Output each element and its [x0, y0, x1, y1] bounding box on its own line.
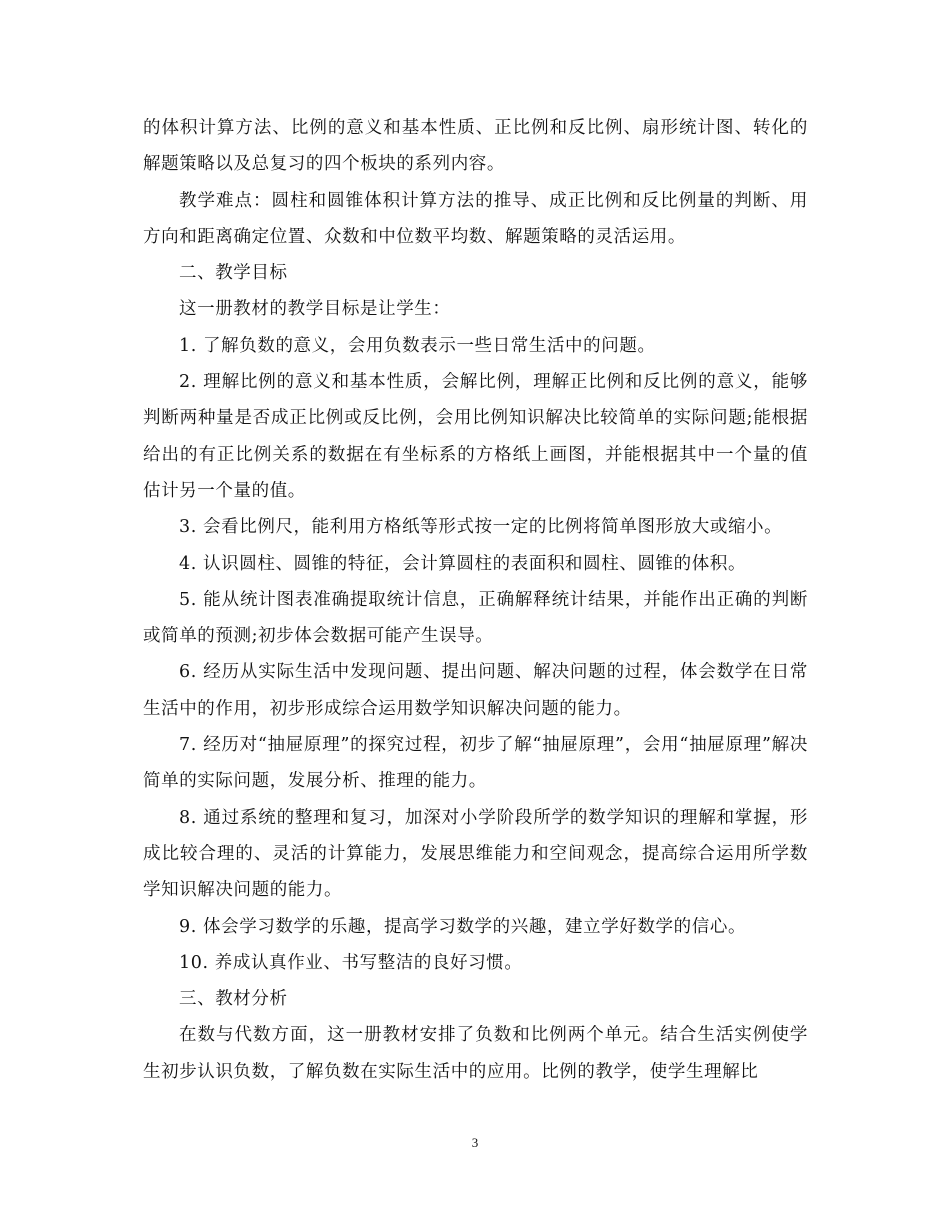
list-item-goal-4: 4. 认识圆柱、圆锥的特征，会计算圆柱的表面积和圆柱、圆锥的体积。	[179, 553, 747, 574]
page-number: 3	[471, 1135, 479, 1150]
list-item-goal-5: 5. 能从统计图表准确提取统计信息，正确解释统计结果，并能作出正确的判断或简单的预测;初步体会数据可能产生误导。	[143, 589, 808, 647]
paragraph-number-algebra: 在数与代数方面，这一册教材安排了负数和比例两个单元。结合生活实例使学生初步认识负数，了解负数在实际生活中的应用。比例的教学，使学生理解比	[143, 1025, 808, 1082]
list-item-goal-6: 6. 经历从实际生活中发现问题、提出问题、解决问题的过程，体会数学在日常生活中的作用，初步形成综合运用数学知识解决问题的能力。	[143, 662, 808, 719]
document-body	[143, 110, 808, 1090]
list-item-goal-8: 8. 通过系统的整理和复习，加深对小学阶段所学的数学知识的理解和掌握，形成比较合理的、灵活的计算能力，发展思维能力和空间观念，提高综合运用所学数学知识解决问题的能力。	[143, 807, 808, 901]
list-item-goal-10: 10. 养成认真作业、书写整洁的良好习惯。	[179, 952, 523, 973]
list-item-goal-2: 2. 理解比例的意义和基本性质，会解比例，理解正比例和反比例的意义，能够判断两种量是否成正比例或反比例，会用比例知识解决比较简单的实际问题;能根据给出的有正比例关系的数据在有坐标系的方格纸上画图，并能根据其中一个量的值估计另一个量的值。	[143, 372, 808, 501]
paragraph-teaching-difficulties: 教学难点：圆柱和圆锥体积计算方法的推导、成正比例和反比例量的判断、用方向和距离确定位置、众数和中位数平均数、解题策略的灵活运用。	[143, 190, 808, 247]
list-item-goal-1: 1. 了解负数的意义，会用负数表示一些日常生活中的问题。	[179, 335, 656, 356]
paragraph-goals-intro: 这一册教材的教学目标是让学生：	[179, 299, 451, 320]
list-item-goal-3: 3. 会看比例尺，能利用方格纸等形式按一定的比例将简单图形放大或缩小。	[179, 517, 783, 538]
list-item-goal-7: 7. 经历对“抽屉原理”的探究过程，初步了解“抽屉原理”，会用“抽屉原理”解决简单的实际问题，发展分析、推理的能力。	[143, 735, 808, 792]
section-heading-teaching-goals: 二、教学目标	[179, 263, 288, 284]
section-heading-textbook-analysis: 三、教材分析	[179, 989, 288, 1010]
paragraph-continuation: 的体积计算方法、比例的意义和基本性质、正比例和反比例、扇形统计图、转化的解题策略以及总复习的四个板块的系列内容。	[143, 118, 808, 175]
list-item-goal-9: 9. 体会学习数学的乐趣，提高学习数学的兴趣，建立学好数学的信心。	[179, 916, 747, 937]
